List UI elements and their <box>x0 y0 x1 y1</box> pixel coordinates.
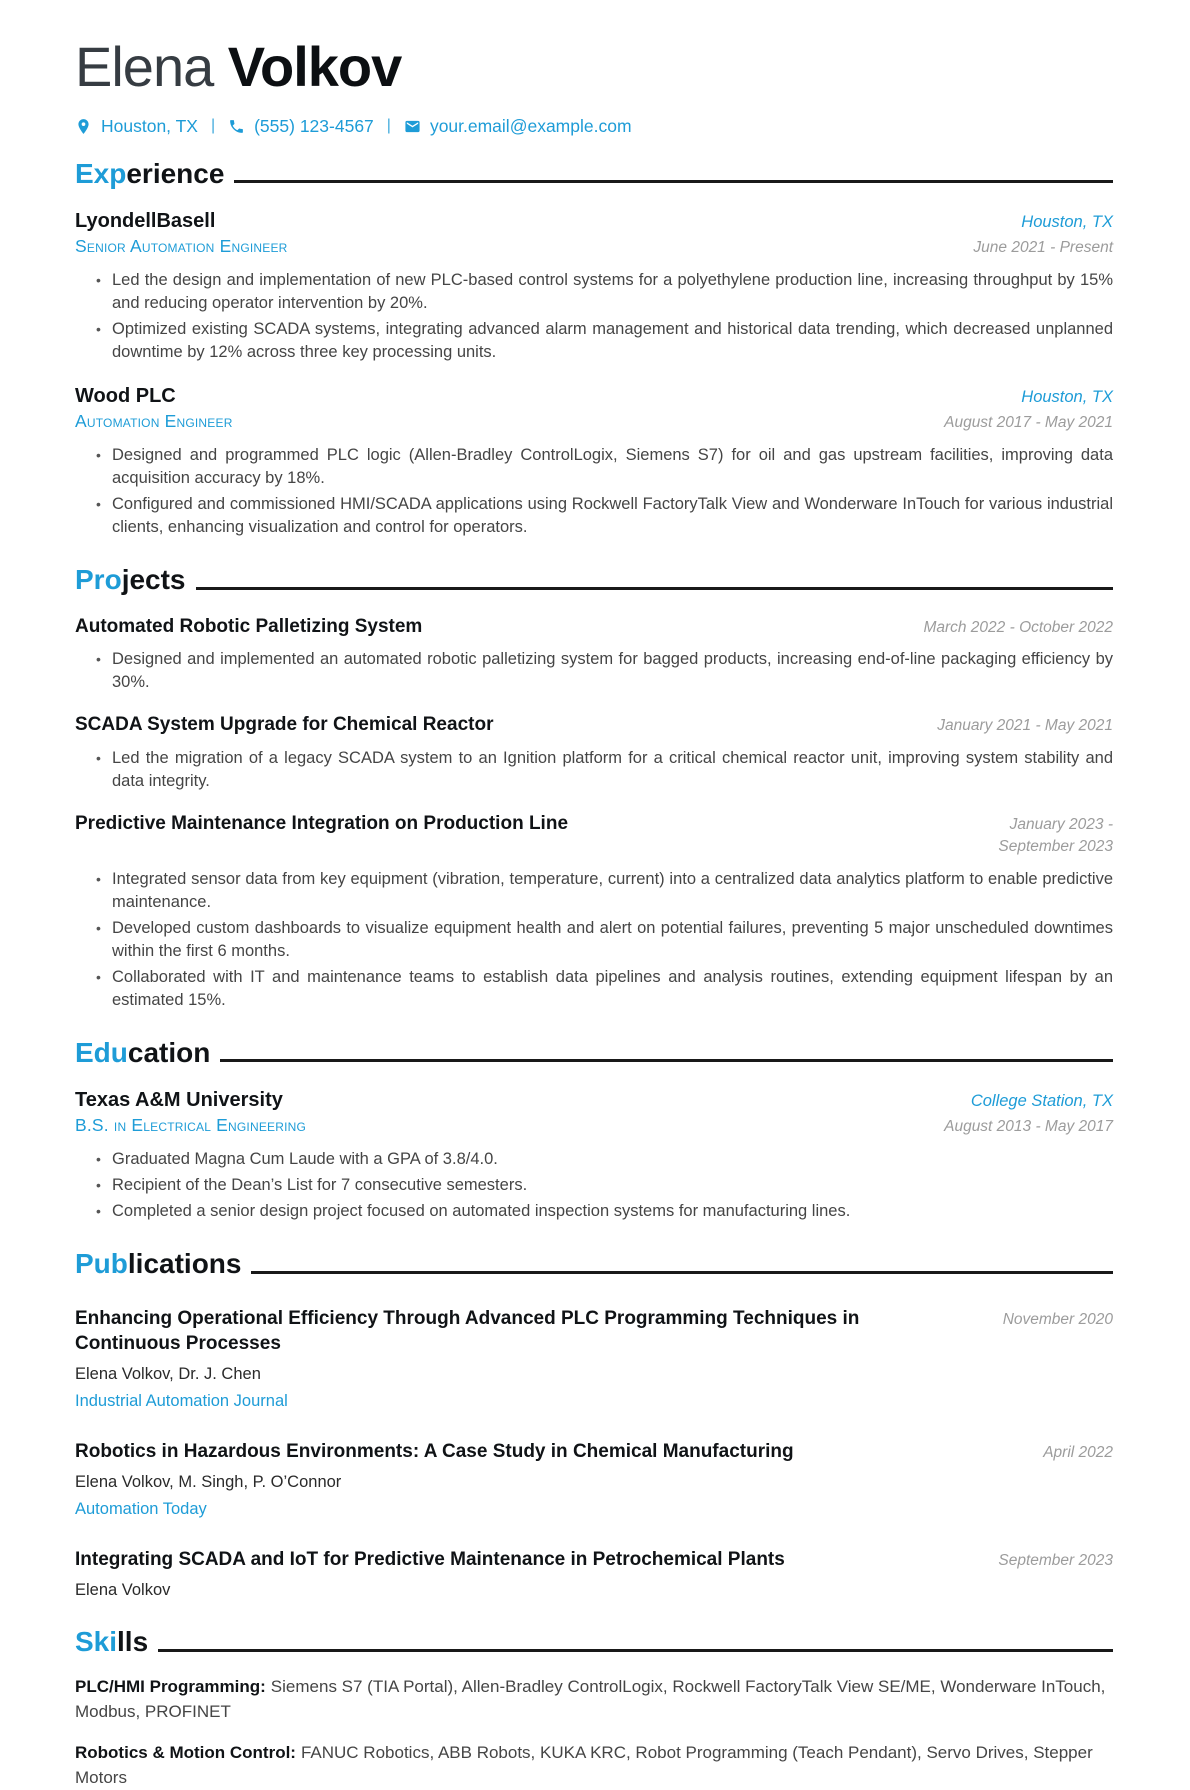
project-entry <box>75 714 1113 793</box>
skill-items: Siemens S7 (TIA Portal), Allen-Bradley ControlLogix, Rockwell FactoryTalk View SE/ME, Wonderware InTouch, Modbus, PROFINET <box>75 1676 1106 1721</box>
project-name: Predictive Maintenance Integration on Production Line <box>75 813 569 835</box>
contact-email <box>404 116 632 137</box>
bullet-item: • Graduated Magna Cum Laude with a GPA of 3.8/4.0. <box>112 1148 1113 1171</box>
entry-header-row <box>75 1088 1113 1112</box>
contact-separator: | <box>386 117 391 135</box>
location-text: Houston, TX <box>101 115 198 136</box>
publication-authors: Elena Volkov <box>75 1580 171 1599</box>
first-name: Elena <box>75 35 214 98</box>
publication-title: Robotics in Hazardous Environments: A Case Study in Chemical Manufacturing <box>75 1440 794 1462</box>
section-publications <box>75 1249 1113 1601</box>
entry-dates: January 2021 - May 2021 <box>937 717 1113 735</box>
email-text: your.email@example.com <box>429 115 632 136</box>
entry-dates: August 2013 - May 2017 <box>944 1118 1113 1136</box>
bullet-list <box>75 868 1113 1012</box>
bullet-item: • Completed a senior design project focused on automated inspection systems for manufacturing lines. <box>112 1200 1113 1223</box>
envelope-icon <box>404 118 421 135</box>
section-title-rest: lications <box>127 1248 242 1280</box>
section-education <box>75 1038 1113 1223</box>
entry-header-row <box>75 714 1113 737</box>
section-title-rest: cation <box>127 1036 211 1068</box>
publication-header-row <box>75 1439 1113 1464</box>
bullet-item: • Led the design and implementation of new PLC-based control systems for a polyethylene production line, increasing throughput by 15% and reducing operator intervention by 20%. <box>112 269 1113 315</box>
skill-category-label: PLC/HMI Programming: <box>75 1676 266 1696</box>
phone-icon <box>228 118 245 135</box>
job-title: Automation Engineer <box>75 411 233 432</box>
section-skills <box>75 1627 1113 1790</box>
publication-entry <box>75 1306 1113 1413</box>
degree: B.S. in Electrical Engineering <box>75 1115 307 1136</box>
contact-separator: | <box>210 117 216 135</box>
contact-phone <box>228 116 374 137</box>
bullet-list <box>75 444 1113 539</box>
entry-header-row <box>75 813 1113 857</box>
experience-entry <box>75 384 1113 539</box>
section-rule <box>234 180 1113 183</box>
publication-authors: Elena Volkov, Dr. J. Chen <box>75 1364 261 1383</box>
publication-date: November 2020 <box>1002 1310 1113 1328</box>
entry-dates: March 2022 - October 2022 <box>923 618 1113 636</box>
publication-authors: Elena Volkov, M. Singh, P. O’Connor <box>75 1472 342 1491</box>
bullet-item: • Collaborated with IT and maintenance teams to establish data pipelines and analysis routines, extending equipment lifespan by an estimated 15%. <box>112 966 1113 1012</box>
bullet-item: • Recipient of the Dean’s List for 7 consecutive semesters. <box>112 1174 1113 1197</box>
publication-header-row <box>75 1306 1113 1356</box>
publication-date: September 2023 <box>998 1551 1113 1569</box>
section-title-rest: jects <box>121 563 186 595</box>
education-entry <box>75 1088 1113 1223</box>
section-title-rest: lls <box>117 1626 149 1657</box>
bullet-list <box>75 1148 1113 1223</box>
bullet-item: • Designed and implemented an automated robotic palletizing system for bagged products, increasing end-of-line packaging efficiency by 30%. <box>112 648 1113 694</box>
section-rule <box>220 1059 1113 1062</box>
skill-line <box>75 1674 1113 1724</box>
section-title-accent: Pub <box>75 1248 128 1280</box>
phone-text: (555) 123-4567 <box>254 115 374 136</box>
section-rule <box>251 1271 1113 1274</box>
section-heading <box>75 565 1113 596</box>
section-title <box>75 565 186 596</box>
job-title: Senior Automation Engineer <box>75 236 288 257</box>
entry-dates: August 2017 - May 2021 <box>944 414 1113 432</box>
entry-dates: January 2023 - September 2023 <box>998 816 1113 855</box>
contact-row <box>75 116 1113 137</box>
resume-header <box>75 36 1113 137</box>
section-title-accent: Edu <box>75 1036 128 1068</box>
entry-dates: June 2021 - Present <box>973 239 1113 257</box>
section-title-accent: Pro <box>75 563 122 595</box>
bullet-item: • Designed and programmed PLC logic (Allen-Bradley ControlLogix, Siemens S7) for oil and gas upstream facilities, improving data acquisition accuracy by 18%. <box>112 444 1113 490</box>
publication-title: Integrating SCADA and IoT for Predictive Maintenance in Petrochemical Plants <box>75 1548 785 1570</box>
school-name: Texas A&M University <box>75 1089 283 1112</box>
project-name: Automated Robotic Palletizing System <box>75 615 423 637</box>
map-pin-icon <box>75 118 92 135</box>
project-entry <box>75 813 1113 1011</box>
entry-subheader-row <box>75 411 1113 434</box>
publication-date: April 2022 <box>1043 1443 1113 1461</box>
section-title-accent: Ski <box>75 1626 118 1657</box>
publication-journal: Industrial Automation Journal <box>75 1392 288 1411</box>
section-title <box>75 1249 241 1280</box>
section-heading <box>75 1249 1113 1280</box>
entry-subheader-row <box>75 1115 1113 1138</box>
skill-items: FANUC Robotics, ABB Robots, KUKA KRC, Robot Programming (Teach Pendant), Servo Drives, Stepper Motors <box>75 1742 1093 1787</box>
entry-header-row <box>75 209 1113 233</box>
entry-location: College Station, TX <box>970 1092 1113 1111</box>
skill-category-label: Robotics & Motion Control: <box>75 1742 296 1762</box>
publication-journal: Automation Today <box>75 1500 207 1519</box>
company-name: Wood PLC <box>75 385 176 408</box>
bullet-item: • Led the migration of a legacy SCADA system to an Ignition platform for a critical chemical reactor unit, improving system stability and data integrity. <box>112 747 1113 793</box>
publication-title: Enhancing Operational Efficiency Through Advanced PLC Programming Techniques in Continuous Processes <box>75 1307 860 1354</box>
section-rule <box>196 587 1113 590</box>
last-name: Volkov <box>227 35 402 98</box>
project-name: SCADA System Upgrade for Chemical Reactor <box>75 714 494 736</box>
section-heading <box>75 159 1113 190</box>
bullet-item: • Developed custom dashboards to visualize equipment health and alert on potential failures, preventing 5 major unscheduled downtimes within the first 6 months. <box>112 917 1113 963</box>
section-projects <box>75 565 1113 1012</box>
entry-subheader-row <box>75 236 1113 259</box>
experience-entry <box>75 209 1113 364</box>
bullet-item: • Optimized existing SCADA systems, integrating advanced alarm management and historical data trending, which decreased unplanned downtime by 12% across three key processing units. <box>112 318 1113 364</box>
section-experience <box>75 159 1113 539</box>
entry-header-row <box>75 384 1113 408</box>
contact-location <box>75 116 198 137</box>
entry-location: Houston, TX <box>1021 388 1113 407</box>
project-entry <box>75 616 1113 695</box>
publication-header-row <box>75 1547 1113 1572</box>
section-title-accent: Exp <box>75 157 127 189</box>
company-name: LyondellBasell <box>75 210 216 233</box>
person-name <box>75 36 1113 98</box>
section-title <box>75 159 224 190</box>
bullet-list <box>75 648 1113 694</box>
bullet-list <box>75 269 1113 364</box>
section-rule <box>158 1649 1113 1652</box>
section-heading <box>75 1627 1113 1658</box>
section-title <box>75 1038 210 1069</box>
publication-entry <box>75 1547 1113 1601</box>
skill-line <box>75 1740 1113 1790</box>
entry-location: Houston, TX <box>1021 213 1113 232</box>
publication-entry <box>75 1439 1113 1521</box>
entry-header-row <box>75 616 1113 639</box>
bullet-item: • Configured and commissioned HMI/SCADA applications using Rockwell FactoryTalk View and Wonderware InTouch for various industrial clients, enhancing visualization and control for operators. <box>112 493 1113 539</box>
section-heading <box>75 1038 1113 1069</box>
bullet-list <box>75 747 1113 793</box>
bullet-item: • Integrated sensor data from key equipment (vibration, temperature, current) into a centralized data analytics platform to enable predictive maintenance. <box>112 868 1113 914</box>
section-title-rest: erience <box>126 157 225 189</box>
section-title <box>75 1627 148 1658</box>
